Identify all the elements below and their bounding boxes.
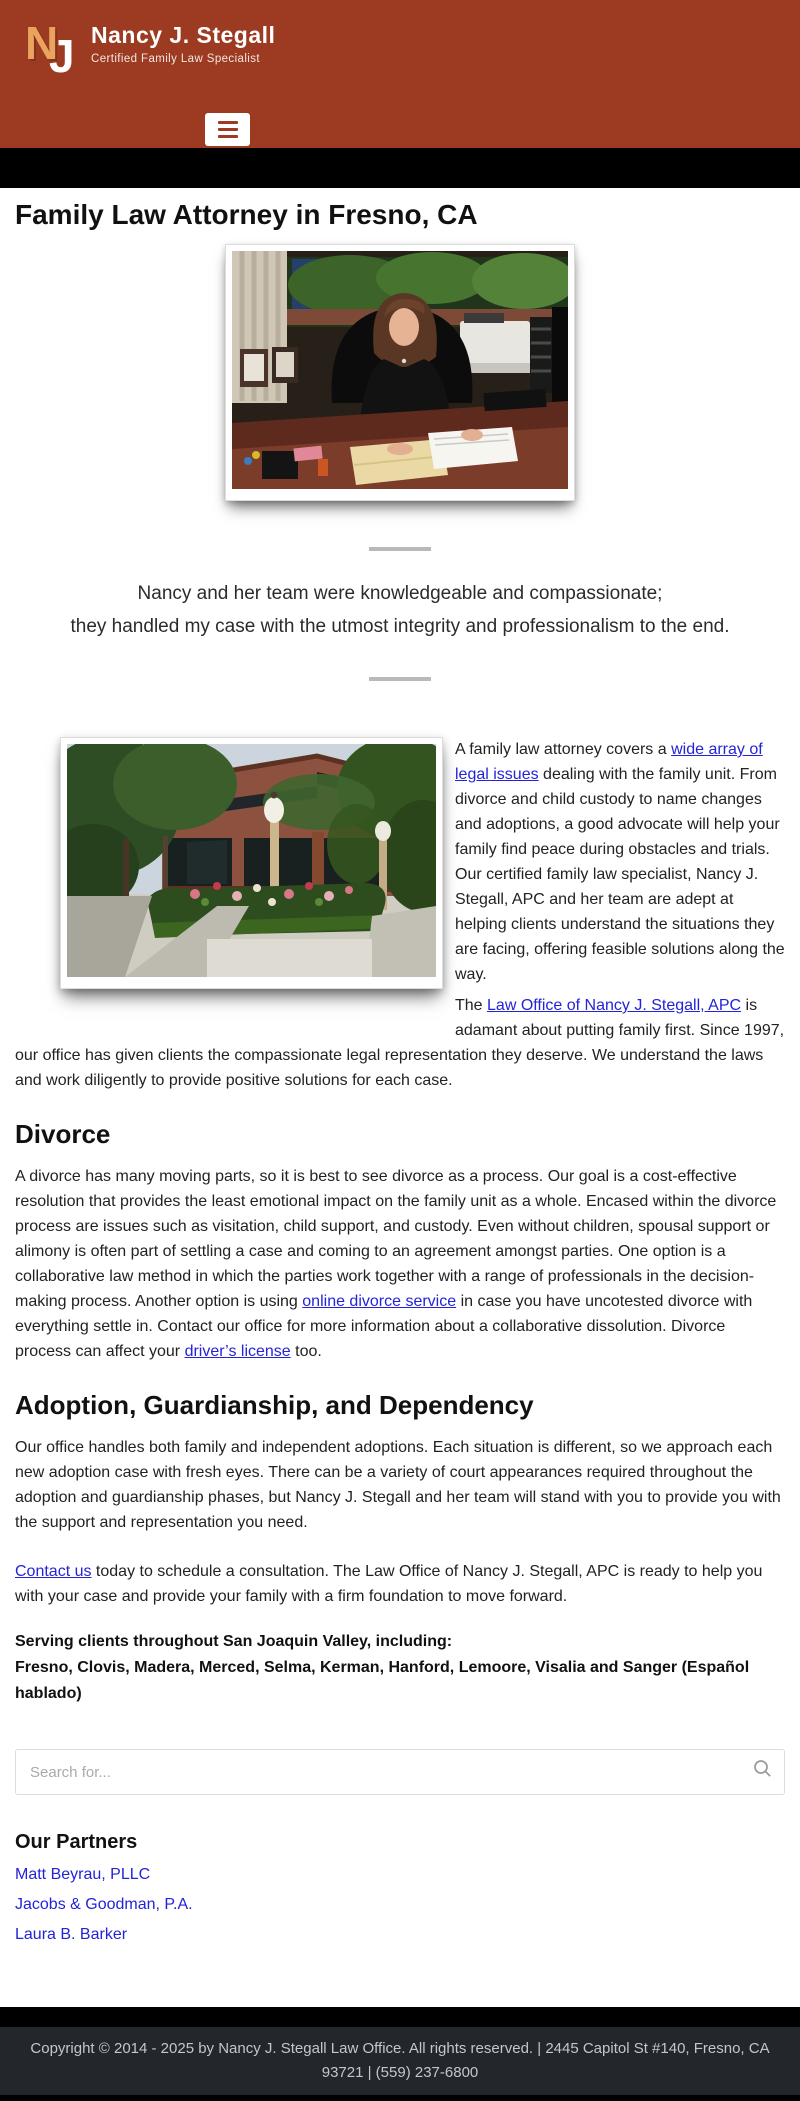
office-building-photo-art: [67, 744, 436, 977]
divorce-text-1: A divorce has many moving parts, so it is best to see divorce as a process. Our goal is a cost-effective resolution that provides the least emotional impact on the family unit as a whole. Encased within the divorce process are issues such as visitation, child support, and custody. Even without children, spousal support or alimony is often part of settling a case and coming to an agreement amongst parties. One option is a collaborative law method in which the parties work together with a range of professionals in the decision-making process. Another option is using: [15, 1168, 777, 1310]
attorney-desk-photo-art: [232, 251, 568, 489]
list-item: [15, 1925, 785, 1945]
page-title: Family Law Attorney in Fresno, CA: [15, 199, 478, 230]
search-bar: [15, 1749, 785, 1795]
divorce-text-2: in case you have uncotested divorce with everything settle in. Contact our office for more information about a collaborative dissolution. Divorce process can affect your: [15, 1293, 753, 1360]
menu-button[interactable]: [205, 113, 250, 146]
search-input[interactable]: [15, 1749, 785, 1795]
testimonial-line-1: Nancy and her team were knowledgeable and compassionate;: [137, 583, 663, 604]
page-footer: [0, 2007, 800, 2101]
about-text-1: The: [455, 997, 488, 1014]
nj-monogram-icon: [25, 16, 87, 86]
about-text-2: is adamant about putting family first. Since 1997, our office has given clients the compassionate legal representation they deserve. We understand the laws and work diligently to provide positive solutions for each case.: [15, 997, 785, 1089]
main-content: [0, 188, 800, 1955]
section-divider: [369, 677, 431, 681]
intro-section: [15, 737, 785, 1093]
list-item: [15, 1865, 785, 1885]
partner-link-laura-barker[interactable]: Laura B. Barker: [15, 1926, 128, 1943]
search-icon[interactable]: [753, 1759, 772, 1783]
testimonial-line-2: they handled my case with the utmost integrity and professionalism to the end.: [70, 616, 730, 637]
contact-us-link[interactable]: Contact us: [15, 1563, 92, 1580]
online-divorce-service-link[interactable]: online divorce service: [302, 1293, 457, 1310]
testimonial-quote: [15, 577, 785, 643]
header-black-bar: [0, 148, 800, 188]
copyright-text: Copyright © 2014 - 2025 by Nancy J. Stegall Law Office. All rights reserved. | 2445 Capitol St #140, Fresno, CA 93721 | (559) 237-6800: [30, 2040, 770, 2081]
partner-link-matt-beyrau[interactable]: Matt Beyrau, PLLC: [15, 1866, 151, 1883]
logo-letter-n: N: [25, 17, 59, 69]
drivers-license-link[interactable]: driver’s license: [184, 1343, 291, 1360]
serving-line-2: Fresno, Clovis, Madera, Merced, Selma, Kerman, Hanford, Lemoore, Visalia and Sanger (Español hablado): [15, 1659, 750, 1702]
divorce-paragraph: [15, 1164, 785, 1364]
adoption-heading: Adoption, Guardianship, and Dependency: [15, 1390, 534, 1420]
adoption-paragraph: Our office handles both family and independent adoptions. Each situation is different, so we approach each new adoption case with fresh eyes. There can be a variety of court appearances required throughout the adoption and guardianship phases, but Nancy J. Stegall and her team will stand with you to provide you with the support and representation you need.: [15, 1439, 781, 1531]
partner-links: [15, 1865, 785, 1945]
law-office-link[interactable]: Law Office of Nancy J. Stegall, APC: [487, 997, 742, 1014]
logo-title: Nancy J. Stegall: [91, 22, 276, 48]
divorce-heading: Divorce: [15, 1119, 111, 1149]
intro-text-1: A family law attorney covers a: [455, 741, 672, 758]
footer-bar: [0, 2027, 800, 2095]
about-paragraph: [15, 993, 785, 1093]
logo-text: [91, 22, 275, 86]
contact-paragraph: [15, 1559, 785, 1609]
legal-issues-link[interactable]: wide array of legal issues: [455, 741, 763, 783]
site-header: [0, 0, 800, 148]
serving-line-1: Serving clients throughout San Joaquin Valley, including:: [15, 1633, 453, 1650]
divorce-text-3: too.: [290, 1343, 322, 1360]
section-divider: [369, 547, 431, 551]
site-logo[interactable]: [25, 16, 275, 86]
contact-text: today to schedule a consultation. The Law Office of Nancy J. Stegall, APC is ready to help you with your case and provide your family with a firm foundation to move forward.: [15, 1563, 763, 1605]
partner-link-jacobs-goodman[interactable]: Jacobs & Goodman, P.A.: [15, 1896, 193, 1913]
partners-heading: Our Partners: [15, 1831, 138, 1853]
logo-letter-j: J: [49, 30, 75, 82]
logo-subtitle: Certified Family Law Specialist: [91, 53, 260, 65]
intro-text-2: dealing with the family unit. From divorce and child custody to name changes and adoptions, a good advocate will help your family find peace during obstacles and trials. Our certified family law specialist, Nancy J. Stegall, APC and her team are adept at helping clients understand the situations they are facing, offering feasible solutions along the way.: [455, 766, 785, 983]
office-building-photo: [60, 737, 443, 989]
attorney-desk-photo: [225, 244, 575, 501]
serving-clients-text: [15, 1629, 785, 1707]
hamburger-icon: [218, 121, 238, 138]
list-item: [15, 1895, 785, 1915]
